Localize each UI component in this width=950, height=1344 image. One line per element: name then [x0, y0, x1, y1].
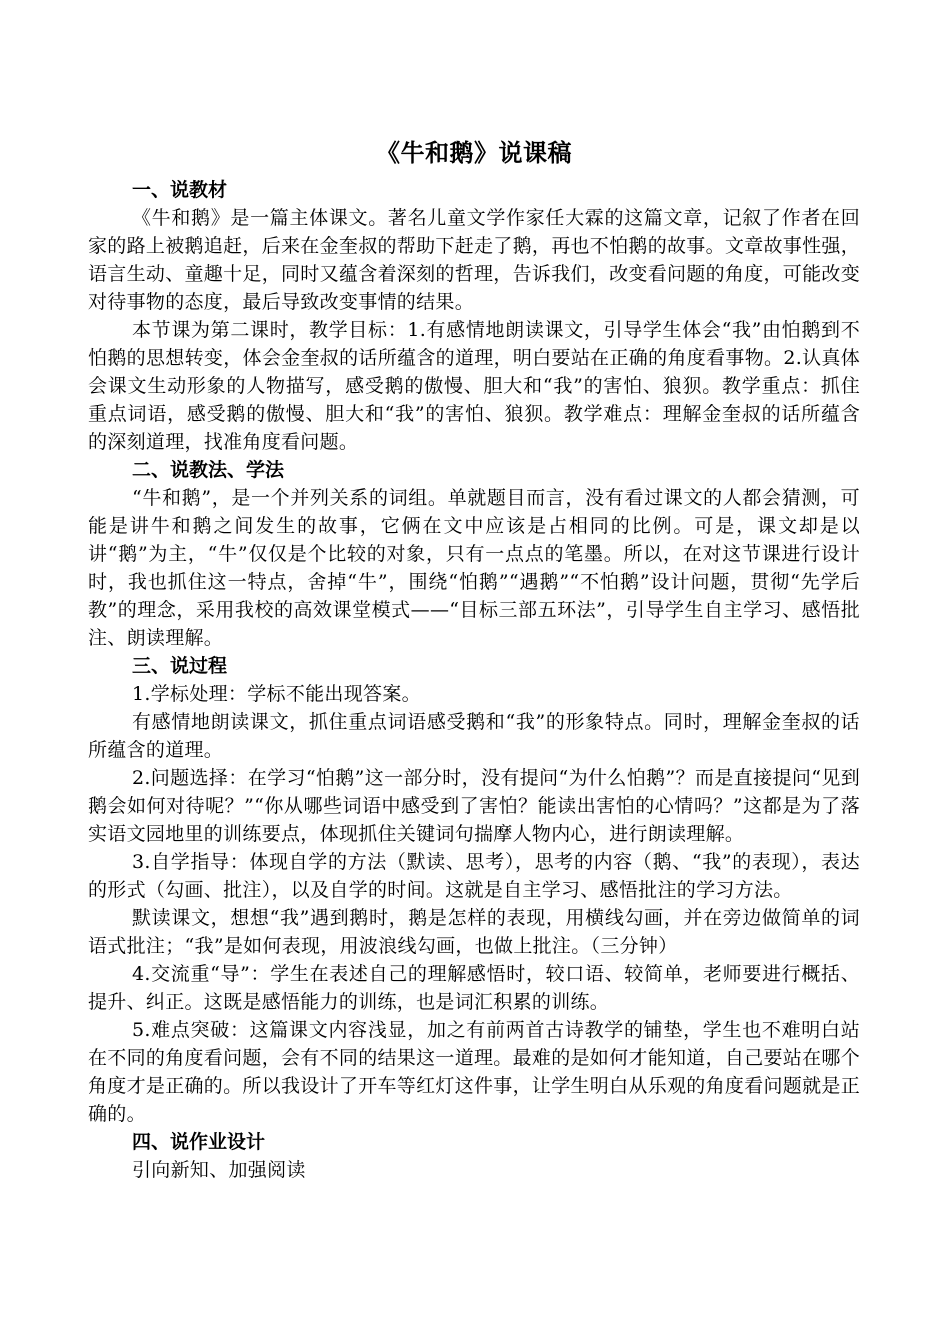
section-heading: 二、说教法、学法 — [132, 459, 285, 481]
paragraph: 本节课为第二课时，教学目标：1.有感情地朗读课文，引导学生体会“我”由怕鹅到不怕鹅的思想转变，体会金奎叔的话所蕴含的道理，明白要站在正确的角度看事物。2.认真体会课文生动形象的人物描写，感受鹅的傲慢、胆大和“我”的害怕、狼狈。教学重点：抓住重点词语，感受鹅的傲慢、胆大和“我”的害怕、狼狈。教学难点：理解金奎叔的话所蕴含的深刻道理，找准角度看问题。 — [88, 319, 860, 453]
paragraph: 默读课文，想想“我”遇到鹅时，鹅是怎样的表现，用横线勾画，并在旁边做简单的词语式批注；“我”是如何表现，用波浪线勾画，也做上批注。（三分钟） — [88, 907, 860, 957]
paragraph: 5.难点突破：这篇课文内容浅显，加之有前两首古诗教学的铺垫，学生也不难明白站在不同的角度看问题，会有不同的结果这一道理。最难的是如何才能知道，自己要站在哪个角度才是正确的。所以我设计了开车等红灯这件事，让学生明白从乐观的角度看问题就是正确的。 — [88, 1019, 861, 1125]
section-teaching-methods — [88, 456, 860, 652]
paragraph: 2.问题选择：在学习“怕鹅”这一部分时，没有提问“为什么怕鹅”？而是直接提问“见到鹅会如何对待呢？”“你从哪些词语中感受到了害怕？能读出害怕的心情吗？”这都是为了落实语文园地里的训练要点，体现抓住关键词句揣摩人物内心，进行朗读理解。 — [88, 767, 860, 845]
paragraph: 1.学标处理：学标不能出现答案。 — [132, 683, 421, 705]
section-teaching-material — [88, 176, 860, 456]
paragraph: 《牛和鹅》是一篇主体课文。著名儿童文学作家任大霖的这篇文章，记叙了作者在回家的路上被鹅追赶，后来在金奎叔的帮助下赶走了鹅，再也不怕鹅的故事。文章故事性强，语言生动、童趣十足，同时又蕴含着深刻的哲理，告诉我们，改变看问题的角度，可能改变对待事物的态度，最后导致改变事情的结果。 — [88, 207, 861, 313]
section-heading: 一、说教材 — [132, 179, 228, 201]
paragraph: 引向新知、加强阅读 — [132, 1159, 306, 1181]
paragraph: 3.自学指导：体现自学的方法（默读、思考），思考的内容（鹅、“我”的表现），表达的形式（勾画、批注），以及自学的时间。这就是自主学习、感悟批注的学习方法。 — [88, 851, 860, 901]
paragraph: “牛和鹅”，是一个并列关系的词组。单就题目而言，没有看过课文的人都会猜测，可能是讲牛和鹅之间发生的故事，它俩在文中应该是占相同的比例。可是，课文却是以讲“鹅”为主，“牛”仅仅是个比较的对象，只有一点点的笔墨。所以，在对这节课进行设计时，我也抓住这一特点，舍掉“牛”，围绕“怕鹅”“遇鹅”“不怕鹅”设计问题，贯彻“先学后教”的理念，采用我校的高效课堂模式——“目标三部五环法”，引导学生自主学习、感悟批注、朗读理解。 — [88, 487, 860, 649]
document-body — [88, 134, 860, 1184]
paragraph: 有感情地朗读课文，抓住重点词语感受鹅和“我”的形象特点。同时，理解金奎叔的话所蕴含的道理。 — [88, 711, 860, 761]
section-homework-design — [88, 1128, 860, 1184]
document-title: 《牛和鹅》说课稿 — [376, 138, 572, 167]
paragraph: 4.交流重“导”：学生在表述自己的理解感悟时，较口语、较简单，老师要进行概括、提升、纠正。这既是感悟能力的训练，也是词汇积累的训练。 — [88, 963, 860, 1013]
section-heading: 四、说作业设计 — [132, 1131, 266, 1153]
section-heading: 三、说过程 — [132, 655, 228, 677]
section-teaching-process — [88, 652, 860, 1128]
